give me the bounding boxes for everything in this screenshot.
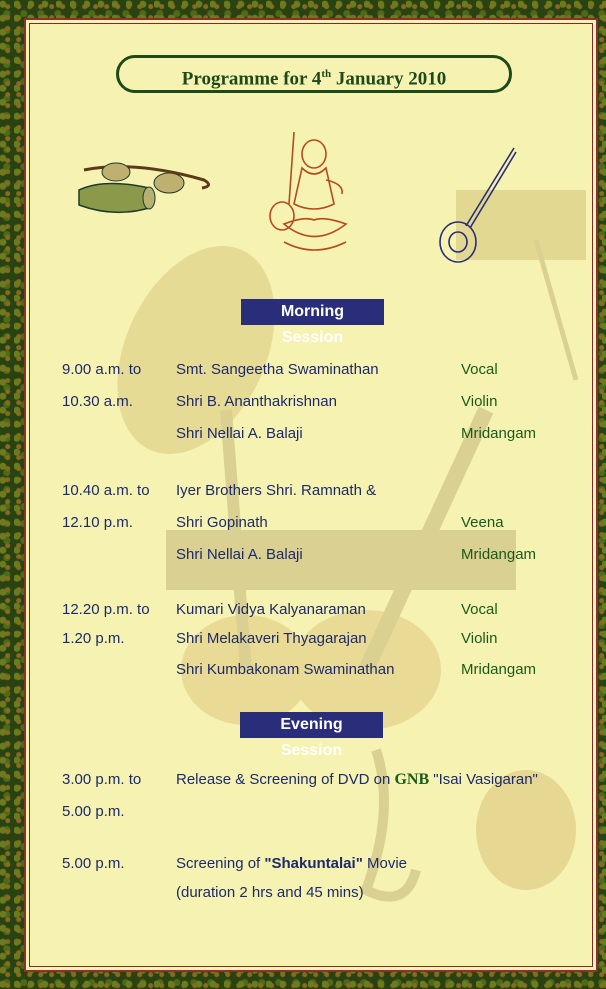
time-start: 9.00 a.m. to — [62, 361, 142, 378]
performer: Shri Gopinath — [176, 514, 268, 531]
instrument: Veena — [461, 514, 504, 531]
time-end: 10.30 a.m. — [62, 393, 133, 410]
event-duration: (duration 2 hrs and 45 mins) — [176, 884, 364, 901]
instrument: Mridangam — [461, 661, 537, 678]
instrument: Mridangam — [461, 546, 537, 563]
instrument: Violin — [461, 630, 498, 647]
sitar-illustration — [436, 140, 521, 270]
instrument: Vocal — [461, 361, 498, 378]
time-end: 5.00 p.m. — [62, 803, 125, 820]
performer: Shri Melakaveri Thyagarajan — [176, 630, 367, 647]
performer: Smt. Sangeetha Swaminathan — [176, 361, 379, 378]
morning-session-heading: Morning Session — [241, 299, 384, 325]
performer: Shri Nellai A. Balaji — [176, 425, 303, 442]
programme-title: Programme for 4th January 2010 — [116, 55, 512, 93]
veena-drum-illustration — [74, 150, 219, 220]
performer: Kumari Vidya Kalyanaraman — [176, 601, 366, 618]
saraswati-illustration — [264, 124, 360, 264]
event-description: Screening of "Shakuntalai" Movie — [176, 855, 407, 872]
programme-card — [24, 18, 598, 972]
performer: Shri Nellai A. Balaji — [176, 546, 303, 563]
performer: Iyer Brothers Shri. Ramnath & — [176, 482, 377, 499]
instrument: Violin — [461, 393, 498, 410]
instrument: Vocal — [461, 601, 498, 618]
time-end: 1.20 p.m. — [62, 630, 125, 647]
performer: Shri Kumbakonam Swaminathan — [176, 661, 395, 678]
time-start: 12.20 p.m. to — [62, 601, 150, 618]
evening-session-heading: Evening Session — [240, 712, 383, 738]
performer: Shri B. Ananthakrishnan — [176, 393, 337, 410]
time-start: 3.00 p.m. to — [62, 771, 142, 788]
instrument: Mridangam — [461, 425, 537, 442]
event-description: Release & Screening of DVD on GNB "Isai Vasigaran" — [176, 771, 538, 788]
time-start: 5.00 p.m. — [62, 855, 125, 872]
time-start: 10.40 a.m. to — [62, 482, 150, 499]
time-end: 12.10 p.m. — [62, 514, 133, 531]
